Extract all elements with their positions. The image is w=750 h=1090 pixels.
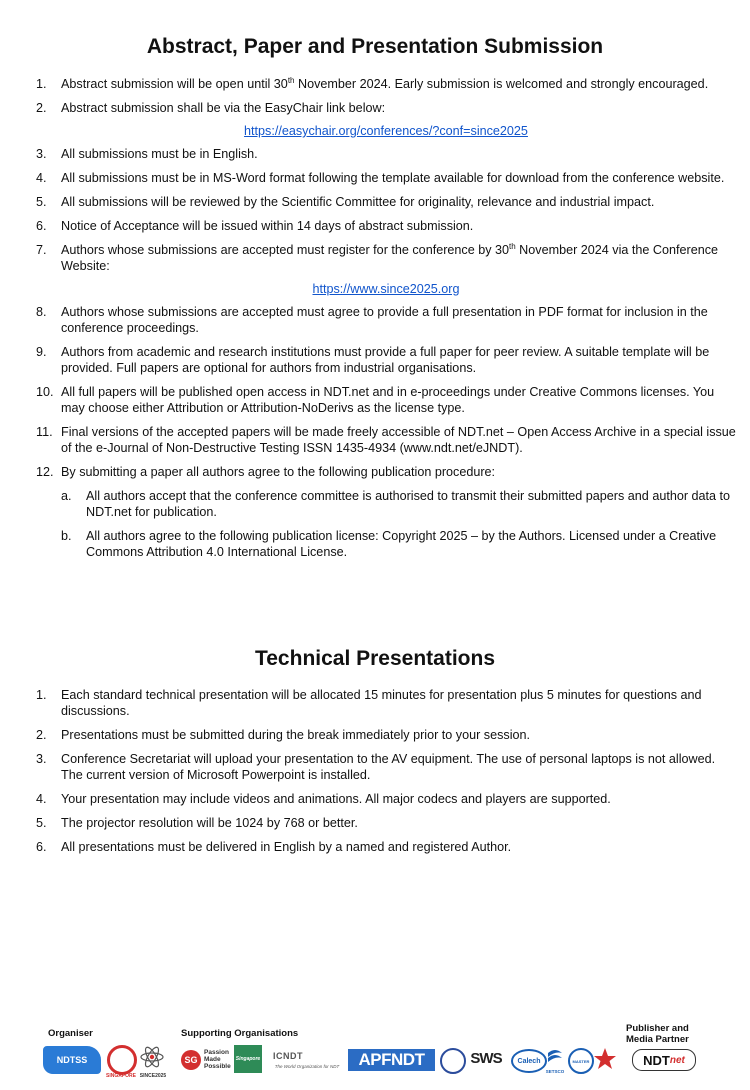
sub-list: [61, 488, 736, 560]
organiser-label: Organiser: [48, 1028, 93, 1039]
item-text: All full papers will be published open access in NDT.net and in e-proceedings under Creative Commons licenses. You may choose either Attribution or Attribution-NoDerivs as the license type.: [61, 385, 715, 415]
item-text: By submitting a paper all authors agree to the following publication procedure:: [61, 465, 496, 479]
list-item: [36, 751, 736, 783]
wcndt-logo: [107, 1045, 137, 1075]
list-item: [36, 687, 736, 719]
list-item: [36, 344, 736, 376]
item-number: 11.: [36, 425, 53, 439]
presentation-list: [36, 687, 736, 863]
master-logo: MASTER: [568, 1048, 594, 1074]
singapore-book-logo: Singapore: [234, 1045, 262, 1073]
item-number: 1.: [36, 77, 47, 91]
item-number: 1.: [36, 688, 47, 702]
item-number: 6.: [36, 219, 47, 233]
item-text: Abstract submission shall be via the EasyChair link below:: [61, 101, 386, 115]
item-number: 3.: [36, 147, 47, 161]
sg-logo: SG: [181, 1050, 201, 1070]
item-number: 7.: [36, 243, 47, 257]
section-title-submission: Abstract, Paper and Presentation Submission: [146, 35, 604, 58]
item-text: Final versions of the accepted papers will be made freely accessible of NDT.net – Open Access Archive in a special issue of the e-Journal of Non-Destructive Testing ISSN 1435-4934 (www.ndt.net/eJNDT).: [61, 425, 736, 455]
icndt-logo: ICNDT: [273, 1051, 303, 1061]
society-badge-logo: [440, 1048, 466, 1074]
item-number: 3.: [36, 752, 47, 766]
since-caption: SINCE2025: [139, 1073, 167, 1079]
item-text: Presentations must be submitted during the break immediately prior to your session.: [61, 728, 530, 742]
list-item: [36, 218, 736, 234]
section-title-presentations: Technical Presentations: [254, 647, 496, 670]
item-number: 5.: [36, 195, 47, 209]
item-number: 2.: [36, 728, 47, 742]
list-item: [36, 170, 736, 186]
item-text: Abstract submission will be open until 30th November 2024. Early submission is welcomed and strongly encouraged.: [61, 75, 709, 91]
list-item: [36, 815, 736, 831]
setsco-caption: SETSCO: [545, 1069, 565, 1074]
list-item: [36, 76, 736, 92]
atom-icon: [139, 1044, 165, 1070]
item-text: Each standard technical presentation will be allocated 15 minutes for presentation plus 5 minutes for questions and discussions.: [61, 688, 702, 718]
conference-link[interactable]: https://easychair.org/conferences/?conf=since2025: [244, 124, 528, 138]
item-number: 4.: [36, 792, 47, 806]
supporting-label: Supporting Organisations: [181, 1028, 299, 1039]
item-text: The projector resolution will be 1024 by 768 or better.: [61, 816, 358, 830]
list-item: [36, 304, 736, 336]
item-number: 4.: [36, 171, 47, 185]
wcndt-caption: SINGAPORE: [105, 1073, 136, 1079]
item-text: All submissions must be in MS-Word format following the template available for download from the conference website.: [61, 171, 725, 185]
list-item: [36, 727, 736, 743]
list-item: [36, 384, 736, 416]
item-number: 2.: [36, 101, 47, 115]
ndtnet-logo: NDT net: [632, 1049, 696, 1071]
icndt-tagline: The World Organization for NDT: [274, 1063, 340, 1069]
calech-logo: Calech: [511, 1049, 547, 1073]
list-item: [36, 242, 736, 297]
item-text: Authors from academic and research institutions must provide a full paper for peer review. A suitable template will be provided. Full papers are optional for authors from industrial organisations.: [61, 345, 710, 375]
list-item: [36, 194, 736, 210]
sub-list-item: a. All authors accept that the conference committee is authorised to transmit their submitted papers and author data to NDT.net for publication.: [61, 489, 731, 519]
list-item: [36, 100, 736, 139]
item-text: Notice of Acceptance will be issued within 14 days of abstract submission.: [61, 219, 474, 233]
item-number: 9.: [36, 345, 47, 359]
item-text: Your presentation may include videos and animations. All major codecs and players are supported.: [61, 792, 611, 806]
star-icon: [593, 1047, 617, 1071]
apfndt-logo: APFNDT: [348, 1049, 435, 1071]
list-item: [36, 464, 736, 560]
sg-tagline: Passion Made Possible: [204, 1049, 231, 1070]
list-item: [36, 839, 736, 855]
item-text: All presentations must be delivered in English by a named and registered Author.: [61, 840, 512, 854]
conference-link[interactable]: https://www.since2025.org: [312, 282, 460, 296]
list-item: [36, 146, 736, 162]
item-text: Conference Secretariat will upload your presentation to the AV equipment. The use of personal laptops is not allowed. The current version of Microsoft Powerpoint is installed.: [61, 752, 716, 782]
item-number: 5.: [36, 816, 47, 830]
item-number: 12.: [36, 465, 54, 479]
list-item: [36, 424, 736, 456]
sws-logo: SWS: [470, 1049, 502, 1067]
ndtss-logo: NDTSS: [43, 1046, 101, 1074]
submission-list: [36, 76, 736, 568]
item-text: All submissions will be reviewed by the Scientific Committee for originality, relevance and industrial impact.: [61, 195, 655, 209]
item-number: 8.: [36, 305, 47, 319]
item-number: 10.: [36, 385, 54, 399]
sub-list-item: b. All authors agree to the following publication license: Copyright 2025 – by the Authors. Licensed under a Creative Commons Attribution 4.0 International License.: [61, 529, 717, 559]
item-text: All submissions must be in English.: [61, 147, 258, 161]
sponsor-footer: [0, 1018, 750, 1090]
publisher-label: Publisher and Media Partner: [626, 1023, 689, 1045]
list-item: [36, 791, 736, 807]
setsco-icon: [545, 1047, 565, 1067]
item-text: Authors whose submissions are accepted must register for the conference by 30th November 2024 via the Conference Website:: [61, 241, 719, 273]
item-text: Authors whose submissions are accepted must agree to provide a full presentation in PDF format for inclusion in the conference proceedings.: [61, 305, 708, 335]
item-number: 6.: [36, 840, 47, 854]
